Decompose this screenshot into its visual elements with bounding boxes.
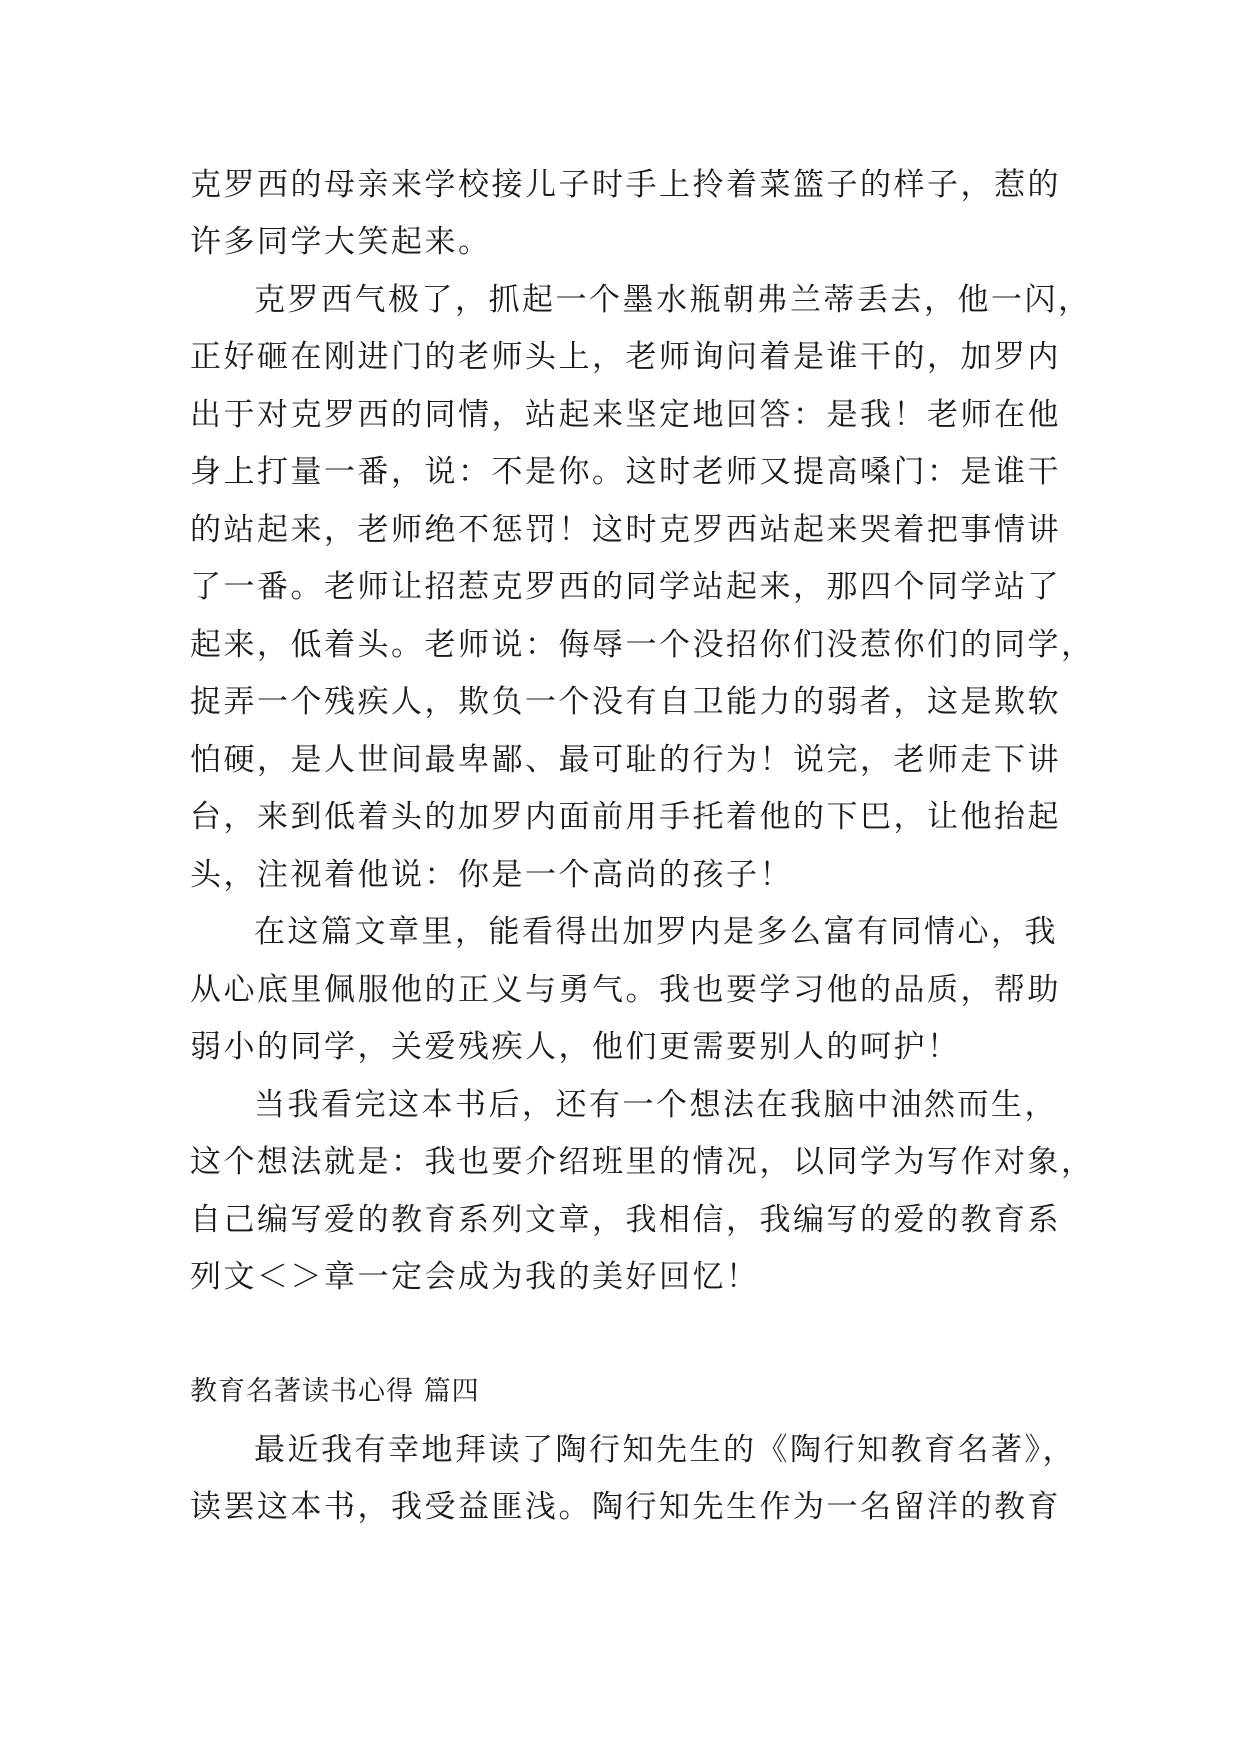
paragraph-line: 身上打量一番，说：不是你。这时老师又提高嗓门：是谁干 xyxy=(190,454,1061,490)
paragraph-line: 从心底里佩服他的正义与勇气。我也要学习他的品质，帮助 xyxy=(190,972,1061,1008)
paragraph-line: 弱小的同学，关爱残疾人，他们更需要别人的呵护！ xyxy=(190,1029,961,1065)
paragraph-line: 最近我有幸地拜读了陶行知先生的《陶行知教育名著》， xyxy=(254,1432,1076,1468)
paragraph-line: 在这篇文章里，能看得出加罗内是多么富有同情心，我 xyxy=(254,914,1058,950)
paragraph-line: 当我看完这本书后，还有一个想法在我脑中油然而生， xyxy=(254,1087,1058,1123)
paragraph-line: 了一番。老师让招惹克罗西的同学站起来，那四个同学站了 xyxy=(190,569,1061,605)
paragraph-line: 起来，低着头。老师说：侮辱一个没招你们没惹你们的同学， xyxy=(190,627,1095,663)
paragraph-line: 怕硬，是人世间最卑鄙、最可耻的行为！说完，老师走下讲 xyxy=(190,742,1061,778)
paragraph-line: 这个想法就是：我也要介绍班里的情况，以同学为写作对象， xyxy=(190,1144,1095,1180)
paragraph-line: 克罗西气极了，抓起一个墨水瓶朝弗兰蒂丢去，他一闪， xyxy=(254,282,1092,318)
paragraph-line: 正好砸在刚进门的老师头上，老师询问着是谁干的，加罗内 xyxy=(190,339,1061,375)
paragraph-line: 的站起来，老师绝不惩罚！这时克罗西站起来哭着把事情讲 xyxy=(190,512,1061,548)
paragraph-line: 克罗西的母亲来学校接儿子时手上拎着菜篮子的样子，惹的 xyxy=(190,167,1061,203)
paragraph-line: 自己编写爱的教育系列文章，我相信，我编写的爱的教育系 xyxy=(190,1202,1061,1238)
paragraph-line: 读罢这本书，我受益匪浅。陶行知先生作为一名留洋的教育 xyxy=(190,1489,1061,1525)
paragraph-line: 台，来到低着头的加罗内面前用手托着他的下巴，让他抬起 xyxy=(190,799,1061,835)
section-heading: 教育名著读书心得 篇四 xyxy=(190,1376,480,1407)
paragraph-line: 列文＜＞章一定会成为我的美好回忆！ xyxy=(190,1259,760,1295)
paragraph-line: 捉弄一个残疾人，欺负一个没有自卫能力的弱者，这是欺软 xyxy=(190,684,1061,720)
paragraph-line: 出于对克罗西的同情，站起来坚定地回答：是我！老师在他 xyxy=(190,397,1061,433)
paragraph-line: 许多同学大笑起来。 xyxy=(190,224,492,260)
paragraph-line: 头，注视着他说：你是一个高尚的孩子！ xyxy=(190,857,793,893)
